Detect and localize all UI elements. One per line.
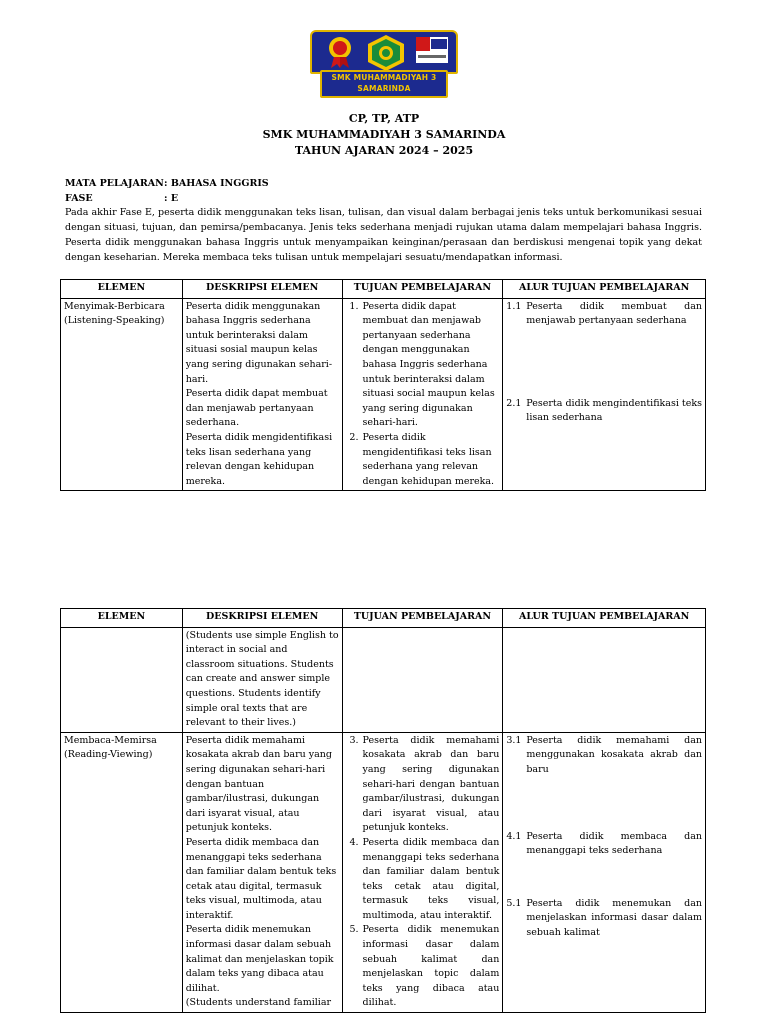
flow-text: Peserta didik menemukan dan menjelaskan informasi dasar dalam sebuah kalimat [526,897,702,938]
col-header-elemen: ELEMEN [61,609,183,628]
flow-cell [503,627,706,732]
flow-text: Peserta didik mengindentifikasi teks lisan sederhana [526,397,702,424]
subject-label: MATA PELAJARAN [65,178,164,189]
flow-number: 2.1 [506,397,522,409]
sun-badge-icon [326,35,354,69]
description-item: Peserta didik menemukan informasi dasar dalam sebuah kalimat dan menjelaskan topik dalam teks yang dibaca atau dilihat. [185,924,334,994]
flow-cell [503,732,706,1012]
description-item: Peserta didik membaca dan menanggapi teks sederhana dan familiar dalam bentuk teks cetak atau digital, termasuk teks visual, multimoda, atau interaktif. [185,836,337,921]
element-cell: Membaca-Memirsa (Reading-Viewing) [61,732,183,1012]
flow-item [506,734,702,778]
description-cell [182,298,342,491]
description-cell: (Students use simple English to interact in social and classroom situations. Students can create and answer simple questions. Students identify simple oral texts that are relevant to their lives.) [182,627,342,732]
objective-text: Peserta didik memahami kosakata akrab dan baru yang sering digunakan sehari-hari dengan bantuan gambar/ilustrasi, dukungan dari isyarat visual, atau petunjuk konteks. [362,734,500,834]
objective-item [343,734,500,836]
objective-item [343,836,500,924]
objective-cell [342,627,503,732]
title-line-2: SMK MUHAMMADIYAH 3 SAMARINDA [262,128,506,141]
flow-item [506,830,702,859]
objective-number: 4. [349,836,359,848]
col-header-deskripsi: DESKRIPSI ELEMEN [182,280,342,299]
document-title [0,111,768,159]
flow-text: Peserta didik memahami dan menggunakan kosakata akrab dan baru [526,734,702,775]
table-row [61,298,706,491]
description-item: Peserta didik mengidentifikasi teks lisan sederhana yang relevan dengan kehidupan mereka. [185,431,333,487]
subject-value: : BAHASA INGGRIS [164,178,269,189]
flow-number: 5.1 [506,897,522,909]
muhammadiyah-emblem-icon [366,34,406,72]
flow-item [506,397,702,426]
learning-table-2 [60,608,706,1013]
flow-text: Peserta didik membaca dan menanggapi teks sederhana [526,830,702,857]
flow-item [506,897,702,941]
phase-label: FASE [65,193,93,204]
description-item: (Students understand familiar [185,997,332,1009]
objective-number: 1. [349,300,359,312]
description-cell [182,732,342,1012]
objective-item [343,431,500,489]
logo-emblem-bar [310,30,458,74]
iso-certification-icon [416,37,448,63]
title-line-3: TAHUN AJARAN 2024 – 2025 [294,144,474,157]
col-header-tujuan: TUJUAN PEMBELAJARAN [342,609,503,628]
element-cell [61,627,183,732]
objective-number: 2. [349,431,359,443]
col-header-alur: ALUR TUJUAN PEMBELAJARAN [503,280,706,299]
table-row [61,627,706,732]
flow-text: Peserta didik membuat dan menjawab pertanyaan sederhana [526,300,702,327]
objective-cell [342,732,503,1012]
objective-item [343,923,500,1011]
school-logo [310,30,458,98]
objective-number: 3. [349,734,359,746]
learning-table-1 [60,279,706,491]
flow-number: 3.1 [506,734,522,746]
element-cell: Menyimak-Berbicara (Listening-Speaking) [61,298,183,491]
table-row [61,732,706,1012]
flow-number: 4.1 [506,830,522,842]
col-header-alur: ALUR TUJUAN PEMBELAJARAN [503,609,706,628]
objective-item [343,300,500,431]
objective-text: Peserta didik dapat membuat dan menjawab pertanyaan sederhana dengan menggunakan bahasa Inggris sederhana untuk berinteraksi dalam situasi social maupun kelas yang sering digunakan sehari-hari. [362,300,495,429]
objective-text: Peserta didik membaca dan menanggapi teks sederhana dan familiar dalam bentuk teks cetak atau digital, termasuk teks visual, multimoda, atau interaktif. [362,836,500,921]
flow-item [506,300,702,329]
intro-paragraph: Pada akhir Fase E, peserta didik menggunakan teks lisan, tulisan, dan visual dalam berbagai jenis teks untuk berkomunikasi sesuai dengan situasi, tujuan, dan pemirsa/pembacanya. Jenis teks sederhana menjadi rujukan utama dalam mempelajari bahasa Inggris. Peserta didik menggunakan bahasa Inggris untuk menyampaikan keinginan/perasaan dan berdiskusi mengenai topik yang dekat dengan keseharian. Mereka membaca teks tulisan untuk mempelajari sesuatu/mendapatkan informasi. [65,207,702,263]
title-line-1: CP, TP, ATP [348,112,420,125]
col-header-tujuan: TUJUAN PEMBELAJARAN [342,280,503,299]
objective-text: Peserta didik menemukan informasi dasar dalam sebuah kalimat dan menjelaskan topic dalam teks yang dibaca atau dilihat. [362,924,500,1009]
subject-meta [65,176,269,206]
flow-number: 1.1 [506,300,522,312]
table-header-row [61,280,706,299]
col-header-elemen: ELEMEN [61,280,183,299]
table-header-row [61,609,706,628]
description-item: Peserta didik memahami kosakata akrab dan baru yang sering digunakan sehari-hari dengan bantuan gambar/ilustrasi, dukungan dari isyarat visual, atau petunjuk konteks. [185,734,332,834]
phase-value: : E [164,193,179,204]
description-item: Peserta didik menggunakan bahasa Inggris sederhana untuk berinteraksi dalam situasi sosial maupun kelas yang sering digunakan sehari-hari. [185,300,333,385]
logo-line-2: SAMARINDA [357,84,411,93]
logo-line-1: SMK MUHAMMADIYAH 3 [331,73,437,82]
flow-cell [503,298,706,491]
logo-banner [320,70,448,98]
col-header-deskripsi: DESKRIPSI ELEMEN [182,609,342,628]
objective-cell [342,298,503,491]
description-item: Peserta didik dapat membuat dan menjawab pertanyaan sederhana. [185,388,328,429]
objective-text: Peserta didik mengidentifikasi teks lisan sederhana yang relevan dengan kehidupan mereka. [362,431,495,487]
objective-number: 5. [349,924,359,936]
